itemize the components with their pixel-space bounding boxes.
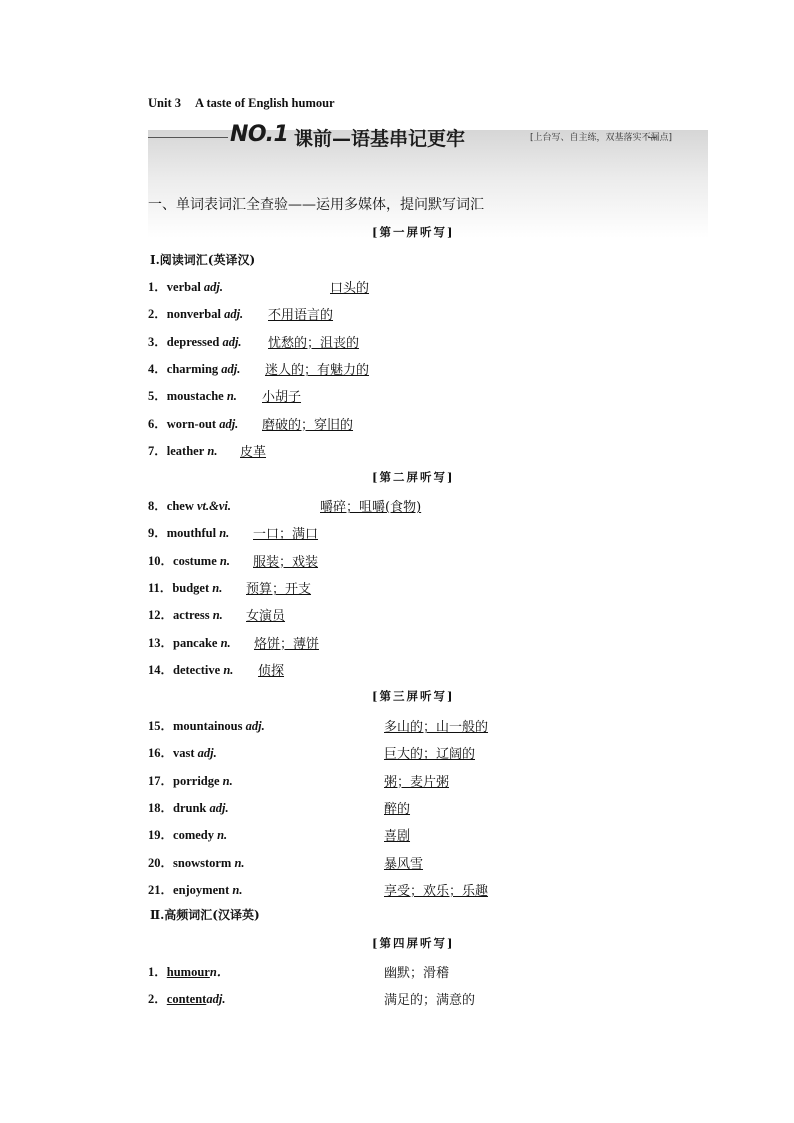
vocab-row [148,359,370,378]
answer: 不用语言的 [268,308,334,324]
vocab-word: moustache [166,389,224,404]
answer: 迷人的；有魅力的 [265,362,370,378]
vocab-word: detective [173,662,221,677]
vocab-row [148,441,267,460]
item-number: 12． [148,608,174,623]
screen-label-3: [第三屏听写] [372,689,455,703]
part-of-speech: adj. [219,416,239,431]
part-of-speech: n. [223,662,234,677]
part-of-speech: adj. [221,361,241,376]
vocab-row [148,989,476,1009]
item-number: 1． [148,965,167,979]
answer: 喜剧 [384,829,411,845]
vocab-word: content [166,992,207,1007]
vocab-word: comedy [173,828,214,843]
item-number: 18． [148,800,174,815]
answer: 嚼碎；咀嚼(食物) [320,500,422,515]
part-of-speech: adj. [197,746,217,761]
vocab-row [148,277,370,296]
part-of-speech: n. [219,526,230,541]
item-number: 20． [148,855,174,870]
item-number: 14． [148,662,174,677]
vocab-row [148,853,424,872]
answer: 服装；戏装 [253,554,319,570]
vocab-word: humour [166,965,210,979]
answer: 磨破的；穿旧的 [262,417,354,433]
part-of-speech: n. [212,608,223,623]
banner-heading: 课前—语基串记更牢 [294,128,466,150]
vocab-row [148,304,334,324]
part-of-speech: adj. [222,334,242,349]
part-of-speech: n. [219,553,230,568]
part-of-speech: adj. [224,307,244,322]
item-number: 16． [148,746,174,761]
vocab-row [148,523,319,543]
vocab-word: vast [173,746,195,761]
banner-number: NO.1 [230,122,289,147]
section-banner [148,120,708,238]
item-number: 19． [148,828,174,843]
unit-number: Unit 3 [148,96,181,110]
vocab-word: drunk [173,800,207,815]
item-number: 2． [148,992,167,1007]
part-of-speech: n． [209,965,230,979]
vocab-row [148,496,422,515]
vocab-word: actress [173,608,210,623]
answer: 侦探 [258,663,285,679]
vocab-word: depressed [166,334,220,349]
part-label-2: Ⅱ.高频词汇(汉译英) [150,908,260,922]
item-number: 8． [148,499,167,513]
vocab-row [148,414,354,433]
vocab-row [148,633,320,652]
vocab-row [148,962,450,981]
part-of-speech: vt.&vi. [196,499,231,513]
answer: 皮革 [240,444,267,460]
item-number: 6． [148,416,167,431]
part-of-speech: n. [222,773,233,788]
part-of-speech: adj. [209,800,229,815]
vocab-row [148,743,476,763]
vocab-row [148,578,312,597]
item-number: 3． [148,334,167,349]
item-number: 2． [148,307,167,322]
answer: 暴风雪 [384,856,424,872]
part-of-speech: n. [207,443,218,458]
vocab-word: porridge [173,773,220,788]
part-of-speech: adj. [203,280,224,294]
vocab-row [148,716,489,735]
vocab-word: mountainous [173,719,243,733]
vocab-word: mouthful [166,526,217,541]
answer: 预算；开支 [246,581,312,597]
part-label-1: Ⅰ.阅读词汇(英译汉) [150,253,256,267]
item-number: 5． [148,389,167,404]
item-number: 1． [148,280,167,294]
answer: 女演员 [246,609,286,625]
answer: 满足的；满意的 [384,993,476,1009]
item-number: 4． [148,361,167,376]
part-of-speech: n. [217,828,228,843]
part-of-speech: adj. [206,992,226,1007]
item-number: 10． [148,553,174,568]
answer: 口头的 [330,281,370,296]
part-of-speech: n. [234,855,245,870]
vocab-word: chew [166,499,194,513]
item-number: 9． [148,526,167,541]
vocab-word: pancake [173,635,218,650]
item-number: 13． [148,635,174,650]
answer: 巨大的；辽阔的 [384,747,476,763]
vocab-row [148,332,360,351]
unit-name: A taste of English humour [195,96,335,110]
item-number: 15． [148,719,174,733]
answer: 享受；欢乐；乐趣 [384,883,489,899]
part-of-speech: n. [226,389,237,404]
vocab-row [148,660,285,679]
part-of-speech: n. [220,635,231,650]
vocab-word: costume [173,553,217,568]
unit-title [148,96,335,111]
vocab-row [148,880,489,899]
screen-label-2: [第二屏听写] [372,470,455,484]
item-number: 11． [148,580,173,595]
vocab-row [148,771,450,790]
part-of-speech: adj. [245,719,265,733]
answer: 一口；满口 [253,527,319,543]
screen-label-4: [第四屏听写] [372,936,455,950]
banner-subtitle: [上台写、自主练，双基落实不漏点] [530,133,673,143]
answer: 烙饼；薄饼 [254,636,320,652]
part-of-speech: n. [212,580,223,595]
answer: 幽默；滑稽 [384,966,450,981]
vocab-word: verbal [166,280,201,294]
part-of-speech: n. [232,882,243,897]
item-number: 21． [148,882,174,897]
answer: 忧愁的；沮丧的 [268,335,360,351]
vocab-row [148,386,302,406]
vocab-word: nonverbal [166,307,221,322]
vocab-word: leather [166,443,205,458]
screen-label-1: [第一屏听写] [372,225,455,239]
vocab-row [148,798,411,817]
vocab-row [148,551,319,570]
vocab-word: worn-out [166,416,217,431]
answer: 多山的；山一般的 [384,720,489,735]
vocab-row [148,825,411,845]
vocab-word: charming [166,361,219,376]
vocab-row [148,605,286,625]
vocab-word: snowstorm [173,855,232,870]
item-number: 7． [148,443,167,458]
answer: 粥；麦片粥 [384,774,450,790]
item-number: 17． [148,773,174,788]
vocab-word: budget [172,580,210,595]
answer: 小胡子 [262,390,302,406]
vocab-word: enjoyment [173,882,230,897]
section-heading: 一、单词表词汇全查验——运用多媒体，提问默写词汇 [148,197,484,213]
answer: 醉的 [384,801,411,817]
